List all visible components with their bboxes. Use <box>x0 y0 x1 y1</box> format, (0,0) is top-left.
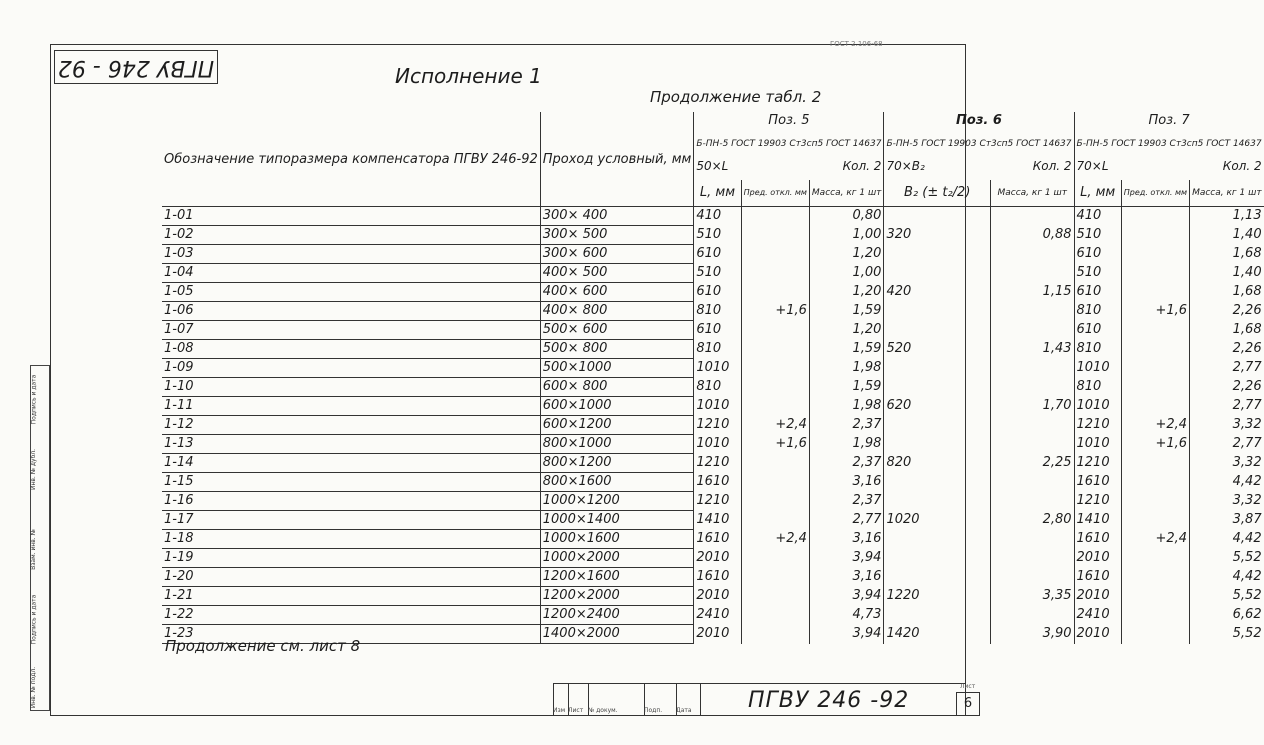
row-pos6-width <box>884 207 991 226</box>
row-pos7-mass: 1,40 <box>1190 226 1264 245</box>
row-pos5-length: 1610 <box>694 473 741 492</box>
row-designation: 1-05 <box>162 283 540 302</box>
row-pos6-mass <box>990 473 1074 492</box>
row-pos5-length: 1610 <box>694 530 741 549</box>
row-passage: 1200×1600 <box>540 568 694 587</box>
row-pos5-length: 810 <box>694 378 741 397</box>
row-pos5-deviation: +2,4 <box>741 530 809 549</box>
row-pos7-length: 810 <box>1074 378 1121 397</box>
row-pos6-width <box>884 378 991 397</box>
row-pos6-width: 420 <box>884 283 991 302</box>
row-pos5-length: 1410 <box>694 511 741 530</box>
row-pos6-width <box>884 549 991 568</box>
row-pos6-mass <box>990 359 1074 378</box>
row-designation: 1-22 <box>162 606 540 625</box>
row-pos5-mass: 1,20 <box>809 283 884 302</box>
row-pos6-width <box>884 359 991 378</box>
row-pos7-deviation <box>1121 568 1189 587</box>
row-pos7-mass: 3,32 <box>1190 416 1264 435</box>
row-pos7-length: 2410 <box>1074 606 1121 625</box>
stamp-cell-docnum: № докум. <box>588 707 618 714</box>
stamp-cell-date: Дата <box>676 707 692 714</box>
row-pos7-mass: 2,26 <box>1190 340 1264 359</box>
sidebar-label: Инв. № подл. <box>30 666 38 709</box>
sheet-label: Лист <box>960 683 976 690</box>
row-pos5-length: 410 <box>694 207 741 226</box>
row-pos5-mass: 0,80 <box>809 207 884 226</box>
table-row <box>162 492 1264 511</box>
stamp-cell-sheet: Лист <box>568 707 584 714</box>
row-designation: 1-02 <box>162 226 540 245</box>
row-pos6-width <box>884 606 991 625</box>
row-pos5-mass: 3,94 <box>809 587 884 606</box>
corner-code: ПГВУ 246 - 92 <box>54 50 218 84</box>
row-pos6-mass <box>990 207 1074 226</box>
pos6-title: Поз. 6 <box>884 112 1074 130</box>
row-designation: 1-12 <box>162 416 540 435</box>
row-pos7-length: 1010 <box>1074 397 1121 416</box>
table-row <box>162 587 1264 606</box>
row-pos5-deviation <box>741 606 809 625</box>
row-pos5-length: 610 <box>694 245 741 264</box>
row-pos7-length: 1210 <box>1074 492 1121 511</box>
header-passage: Проход условный, мм <box>540 112 694 207</box>
row-designation: 1-14 <box>162 454 540 473</box>
row-pos7-mass: 1,68 <box>1190 245 1264 264</box>
table-row <box>162 568 1264 587</box>
table-row <box>162 226 1264 245</box>
row-designation: 1-13 <box>162 435 540 454</box>
table-row <box>162 378 1264 397</box>
row-passage: 1200×2400 <box>540 606 694 625</box>
row-pos7-deviation <box>1121 511 1189 530</box>
table-row <box>162 454 1264 473</box>
row-pos5-deviation <box>741 264 809 283</box>
row-pos6-mass: 1,15 <box>990 283 1074 302</box>
row-pos5-length: 610 <box>694 283 741 302</box>
row-pos6-width <box>884 530 991 549</box>
row-pos6-mass: 1,70 <box>990 397 1074 416</box>
row-pos6-width: 520 <box>884 340 991 359</box>
row-designation: 1-07 <box>162 321 540 340</box>
row-pos7-length: 610 <box>1074 283 1121 302</box>
row-pos6-width <box>884 568 991 587</box>
row-pos6-mass <box>990 245 1074 264</box>
row-pos6-width <box>884 473 991 492</box>
row-pos7-length: 1610 <box>1074 473 1121 492</box>
row-pos5-mass: 1,59 <box>809 378 884 397</box>
row-pos6-mass <box>990 302 1074 321</box>
row-pos7-length: 410 <box>1074 207 1121 226</box>
row-pos7-mass: 2,77 <box>1190 435 1264 454</box>
row-pos7-length: 510 <box>1074 226 1121 245</box>
table-row <box>162 606 1264 625</box>
row-pos7-length: 1210 <box>1074 416 1121 435</box>
row-pos7-mass: 3,87 <box>1190 511 1264 530</box>
row-designation: 1-19 <box>162 549 540 568</box>
row-pos7-deviation <box>1121 226 1189 245</box>
row-designation: 1-15 <box>162 473 540 492</box>
row-pos5-length: 510 <box>694 264 741 283</box>
row-pos5-length: 2410 <box>694 606 741 625</box>
row-pos5-deviation <box>741 473 809 492</box>
pos6-gost: Б-ПН-5 ГОСТ 19903 Ст3сп5 ГОСТ 14637 <box>886 139 1072 149</box>
row-pos5-mass: 1,00 <box>809 226 884 245</box>
sidebar-label: Взам. инв. № <box>29 529 37 570</box>
row-pos6-mass <box>990 435 1074 454</box>
row-pos5-length: 1210 <box>694 416 741 435</box>
row-designation: 1-23 <box>162 625 540 644</box>
row-pos6-mass <box>990 549 1074 568</box>
row-pos5-mass: 1,00 <box>809 264 884 283</box>
row-pos7-mass: 6,62 <box>1190 606 1264 625</box>
pos7-qty: Кол. 2 <box>1222 159 1262 173</box>
row-designation: 1-11 <box>162 397 540 416</box>
row-pos5-length: 1010 <box>694 397 741 416</box>
row-pos5-deviation: +1,6 <box>741 302 809 321</box>
row-passage: 600×1000 <box>540 397 694 416</box>
row-pos7-mass: 5,52 <box>1190 625 1264 644</box>
table-row <box>162 340 1264 359</box>
row-pos7-mass: 1,40 <box>1190 264 1264 283</box>
row-pos6-mass: 3,35 <box>990 587 1074 606</box>
pos6-col-mass: Масса, кг 1 шт <box>990 180 1074 207</box>
stamp-cell-sign: Подп. <box>644 707 663 714</box>
row-designation: 1-06 <box>162 302 540 321</box>
row-pos6-width: 320 <box>884 226 991 245</box>
row-pos7-deviation: +2,4 <box>1121 530 1189 549</box>
row-pos7-length: 810 <box>1074 340 1121 359</box>
header-designation: Обозначение типоразмера компенсатора ПГВУ 246-92 <box>162 112 540 207</box>
row-pos5-deviation <box>741 283 809 302</box>
row-pos5-length: 1610 <box>694 568 741 587</box>
row-pos7-mass: 4,42 <box>1190 473 1264 492</box>
row-pos7-mass: 5,52 <box>1190 549 1264 568</box>
row-pos6-width <box>884 264 991 283</box>
sidebar-label: Подпись и дата <box>30 594 38 645</box>
row-pos7-mass: 2,26 <box>1190 302 1264 321</box>
row-designation: 1-18 <box>162 530 540 549</box>
table-row <box>162 302 1264 321</box>
row-pos6-width: 620 <box>884 397 991 416</box>
pos7-title: Поз. 7 <box>1074 112 1264 130</box>
row-pos5-length: 510 <box>694 226 741 245</box>
row-pos6-mass <box>990 492 1074 511</box>
table-row <box>162 359 1264 378</box>
row-pos7-length: 2010 <box>1074 625 1121 644</box>
table-row <box>162 207 1264 226</box>
row-passage: 1000×1600 <box>540 530 694 549</box>
row-pos5-deviation <box>741 511 809 530</box>
document-number: ПГВУ 246 -92 <box>748 688 910 713</box>
row-pos7-deviation <box>1121 378 1189 397</box>
row-designation: 1-08 <box>162 340 540 359</box>
row-pos5-length: 1210 <box>694 492 741 511</box>
row-pos7-deviation: +2,4 <box>1121 416 1189 435</box>
row-pos5-mass: 2,77 <box>809 511 884 530</box>
pos5-qty: Кол. 2 <box>842 159 882 173</box>
row-pos7-length: 1210 <box>1074 454 1121 473</box>
row-pos6-mass <box>990 321 1074 340</box>
row-pos5-mass: 2,37 <box>809 492 884 511</box>
pos6-qty: Кол. 2 <box>1032 159 1072 173</box>
row-pos5-mass: 2,37 <box>809 416 884 435</box>
row-pos7-length: 1010 <box>1074 359 1121 378</box>
row-passage: 300× 400 <box>540 207 694 226</box>
row-pos5-deviation <box>741 625 809 644</box>
row-pos7-mass: 1,13 <box>1190 207 1264 226</box>
row-pos7-length: 1610 <box>1074 530 1121 549</box>
row-pos7-mass: 1,68 <box>1190 321 1264 340</box>
table-row <box>162 549 1264 568</box>
row-pos5-deviation <box>741 397 809 416</box>
pos5-title: Поз. 5 <box>694 112 884 130</box>
row-passage: 800×1600 <box>540 473 694 492</box>
row-pos5-deviation: +2,4 <box>741 416 809 435</box>
row-passage: 400× 500 <box>540 264 694 283</box>
row-passage: 600×1200 <box>540 416 694 435</box>
row-pos7-length: 1410 <box>1074 511 1121 530</box>
row-pos5-deviation <box>741 492 809 511</box>
row-pos7-deviation <box>1121 397 1189 416</box>
row-pos7-deviation <box>1121 473 1189 492</box>
row-pos7-mass: 5,52 <box>1190 587 1264 606</box>
row-pos7-length: 1610 <box>1074 568 1121 587</box>
row-pos5-mass: 1,20 <box>809 321 884 340</box>
page-title: Исполнение 1 <box>395 64 542 88</box>
row-pos7-deviation <box>1121 245 1189 264</box>
stamp-cell-change: Изм <box>553 707 566 714</box>
row-pos5-mass: 4,73 <box>809 606 884 625</box>
table-row <box>162 245 1264 264</box>
pos7-col-mass: Масса, кг 1 шт <box>1190 180 1264 207</box>
pos5-col-L: L, мм <box>694 180 741 207</box>
row-pos5-length: 2010 <box>694 549 741 568</box>
pos5-col-mass: Масса, кг 1 шт <box>809 180 884 207</box>
row-pos5-deviation <box>741 378 809 397</box>
row-pos7-deviation <box>1121 359 1189 378</box>
row-pos5-mass: 1,98 <box>809 435 884 454</box>
row-pos5-mass: 1,20 <box>809 245 884 264</box>
row-pos7-mass: 2,77 <box>1190 397 1264 416</box>
row-pos7-deviation: +1,6 <box>1121 302 1189 321</box>
row-pos5-mass: 3,16 <box>809 473 884 492</box>
row-pos7-deviation <box>1121 340 1189 359</box>
row-pos7-length: 610 <box>1074 245 1121 264</box>
row-pos5-deviation <box>741 587 809 606</box>
row-pos5-deviation <box>741 226 809 245</box>
row-pos6-width: 1020 <box>884 511 991 530</box>
row-pos6-mass <box>990 378 1074 397</box>
table-row <box>162 397 1264 416</box>
pos6-size: 70×B₂ <box>886 159 925 173</box>
row-pos6-mass <box>990 416 1074 435</box>
row-pos7-deviation <box>1121 549 1189 568</box>
sheet-number: 6 <box>956 692 980 716</box>
row-pos7-mass: 2,77 <box>1190 359 1264 378</box>
table-row <box>162 321 1264 340</box>
row-pos7-length: 510 <box>1074 264 1121 283</box>
row-pos5-deviation <box>741 359 809 378</box>
row-pos7-deviation <box>1121 454 1189 473</box>
row-pos5-mass: 1,98 <box>809 359 884 378</box>
row-pos7-deviation <box>1121 264 1189 283</box>
row-pos5-mass: 1,59 <box>809 302 884 321</box>
row-pos5-deviation: +1,6 <box>741 435 809 454</box>
row-passage: 500×1000 <box>540 359 694 378</box>
row-pos7-deviation <box>1121 321 1189 340</box>
row-pos5-length: 1210 <box>694 454 741 473</box>
top-right-note: ГОСТ 2.106-68 <box>830 40 883 48</box>
row-pos6-width <box>884 416 991 435</box>
pos7-size: 70×L <box>1076 159 1109 173</box>
row-pos6-width: 820 <box>884 454 991 473</box>
table-row <box>162 473 1264 492</box>
row-pos5-length: 1010 <box>694 359 741 378</box>
table-row <box>162 511 1264 530</box>
pos7-col-dev: Пред. откл. мм <box>1121 180 1189 207</box>
row-designation: 1-16 <box>162 492 540 511</box>
row-pos5-length: 810 <box>694 340 741 359</box>
row-pos6-width <box>884 302 991 321</box>
row-pos5-length: 810 <box>694 302 741 321</box>
footer-note: Продолжение см. лист 8 <box>165 637 361 655</box>
row-passage: 1000×1400 <box>540 511 694 530</box>
sidebar-label: Подпись и дата <box>30 374 38 425</box>
row-passage: 500× 800 <box>540 340 694 359</box>
row-pos5-deviation <box>741 245 809 264</box>
row-pos6-mass <box>990 264 1074 283</box>
row-pos7-length: 810 <box>1074 302 1121 321</box>
row-designation: 1-21 <box>162 587 540 606</box>
table-row <box>162 416 1264 435</box>
row-pos7-mass: 4,42 <box>1190 530 1264 549</box>
row-pos7-mass: 3,32 <box>1190 492 1264 511</box>
row-pos6-width <box>884 321 991 340</box>
row-pos6-width: 1420 <box>884 625 991 644</box>
row-pos5-mass: 3,94 <box>809 625 884 644</box>
row-pos5-length: 1010 <box>694 435 741 454</box>
table-row <box>162 264 1264 283</box>
row-pos6-mass: 2,80 <box>990 511 1074 530</box>
row-pos5-mass: 1,98 <box>809 397 884 416</box>
row-pos6-mass: 3,90 <box>990 625 1074 644</box>
row-designation: 1-09 <box>162 359 540 378</box>
row-pos6-mass: 1,43 <box>990 340 1074 359</box>
row-pos7-length: 1010 <box>1074 435 1121 454</box>
pos5-col-dev: Пред. откл. мм <box>741 180 809 207</box>
table-row <box>162 283 1264 302</box>
row-pos6-width <box>884 492 991 511</box>
row-pos5-mass: 1,59 <box>809 340 884 359</box>
row-pos7-deviation <box>1121 587 1189 606</box>
row-pos5-mass: 3,16 <box>809 568 884 587</box>
row-pos7-length: 610 <box>1074 321 1121 340</box>
row-designation: 1-04 <box>162 264 540 283</box>
pos6-col-B: B₂ (± t₂/2) <box>884 180 991 207</box>
row-pos5-length: 610 <box>694 321 741 340</box>
row-passage: 800×1000 <box>540 435 694 454</box>
row-pos5-mass: 3,16 <box>809 530 884 549</box>
row-pos5-deviation <box>741 340 809 359</box>
row-pos5-deviation <box>741 321 809 340</box>
row-passage: 600× 800 <box>540 378 694 397</box>
pos7-col-L: L, мм <box>1074 180 1121 207</box>
row-pos7-deviation <box>1121 492 1189 511</box>
row-pos5-deviation <box>741 568 809 587</box>
row-pos7-deviation <box>1121 625 1189 644</box>
row-pos7-length: 2010 <box>1074 587 1121 606</box>
row-pos5-mass: 2,37 <box>809 454 884 473</box>
row-pos6-width: 1220 <box>884 587 991 606</box>
row-pos5-deviation <box>741 549 809 568</box>
row-pos5-deviation <box>741 454 809 473</box>
row-pos7-mass: 3,32 <box>1190 454 1264 473</box>
row-pos7-mass: 1,68 <box>1190 283 1264 302</box>
row-passage: 300× 600 <box>540 245 694 264</box>
row-pos5-length: 2010 <box>694 625 741 644</box>
row-pos6-mass: 2,25 <box>990 454 1074 473</box>
row-passage: 1000×2000 <box>540 549 694 568</box>
signature-sidebar <box>30 365 50 711</box>
row-passage: 1200×2000 <box>540 587 694 606</box>
row-pos7-deviation <box>1121 283 1189 302</box>
row-passage: 500× 600 <box>540 321 694 340</box>
row-pos6-mass: 0,88 <box>990 226 1074 245</box>
row-passage: 400× 600 <box>540 283 694 302</box>
compensator-table <box>162 112 1264 644</box>
pos7-gost: Б-ПН-5 ГОСТ 19903 Ст3сп5 ГОСТ 14637 <box>1076 139 1262 149</box>
row-passage: 1000×1200 <box>540 492 694 511</box>
table-row <box>162 435 1264 454</box>
row-pos7-deviation <box>1121 606 1189 625</box>
sidebar-label: Инв. № дубл. <box>30 448 38 491</box>
row-pos7-mass: 2,26 <box>1190 378 1264 397</box>
row-pos7-mass: 4,42 <box>1190 568 1264 587</box>
row-pos6-mass <box>990 606 1074 625</box>
row-designation: 1-17 <box>162 511 540 530</box>
row-designation: 1-03 <box>162 245 540 264</box>
row-pos6-width <box>884 435 991 454</box>
row-pos7-deviation: +1,6 <box>1121 435 1189 454</box>
continuation-label: Продолжение табл. 2 <box>650 88 822 106</box>
row-passage: 400× 800 <box>540 302 694 321</box>
title-block-labels <box>553 707 700 714</box>
row-pos7-deviation <box>1121 207 1189 226</box>
row-pos5-mass: 3,94 <box>809 549 884 568</box>
row-designation: 1-20 <box>162 568 540 587</box>
row-pos6-width <box>884 245 991 264</box>
pos5-gost: Б-ПН-5 ГОСТ 19903 Ст3сп5 ГОСТ 14637 <box>696 139 882 149</box>
row-pos6-mass <box>990 568 1074 587</box>
row-designation: 1-10 <box>162 378 540 397</box>
row-pos6-mass <box>990 530 1074 549</box>
row-passage: 800×1200 <box>540 454 694 473</box>
row-pos5-deviation <box>741 207 809 226</box>
row-pos5-length: 2010 <box>694 587 741 606</box>
row-passage: 300× 500 <box>540 226 694 245</box>
row-designation: 1-01 <box>162 207 540 226</box>
row-passage: 1400×2000 <box>540 625 694 644</box>
table-row <box>162 530 1264 549</box>
row-pos7-length: 2010 <box>1074 549 1121 568</box>
pos5-size: 50×L <box>696 159 729 173</box>
